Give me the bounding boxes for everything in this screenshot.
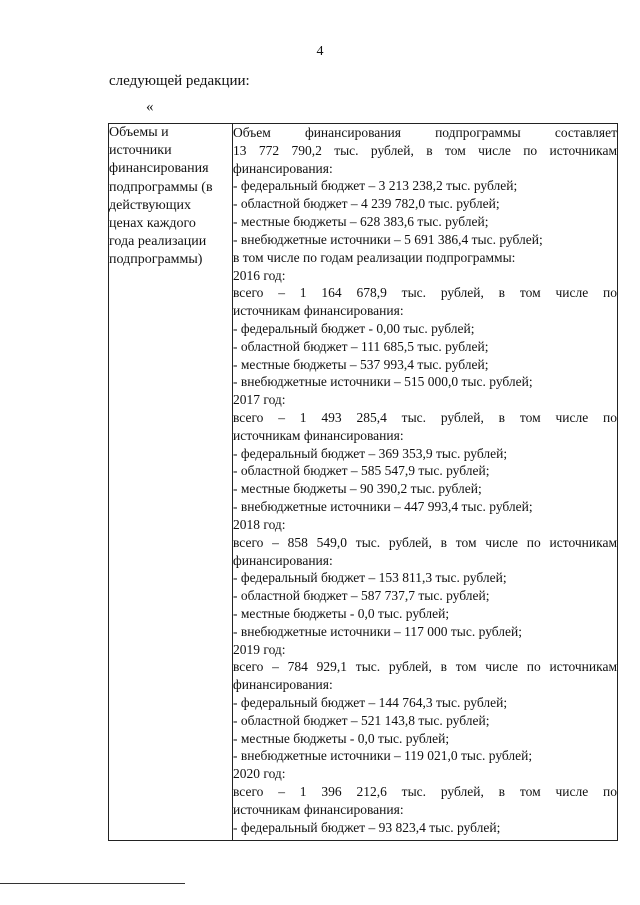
financing-line: - областной бюджет – 521 143,8 тыс. рублей; bbox=[233, 712, 490, 728]
financing-line: - местные бюджеты - 0,0 тыс. рублей; bbox=[233, 605, 450, 621]
financing-line: - внебюджетные источники – 447 993,4 тыс. рублей; bbox=[233, 499, 533, 515]
financing-line: - областной бюджет – 585 547,9 тыс. рублей; bbox=[233, 463, 490, 479]
financing-line: источникам финансирования: bbox=[233, 427, 404, 443]
financing-line: - федеральный бюджет – 153 811,3 тыс. рублей; bbox=[233, 570, 507, 586]
financing-details-cell bbox=[233, 124, 618, 841]
financing-line: - внебюджетные источники – 5 691 386,4 тыс. рублей; bbox=[233, 231, 543, 247]
financing-line: Объем финансирования подпрограммы составляет bbox=[233, 125, 617, 140]
row-header-line: действующих bbox=[109, 197, 192, 213]
financing-line: 13 772 790,2 тыс. рублей, в том числе по источникам bbox=[233, 142, 617, 158]
financing-line: всего – 1 396 212,6 тыс. рублей, в том числе по bbox=[233, 784, 617, 800]
financing-line: - местные бюджеты – 537 993,4 тыс. рублей; bbox=[233, 356, 489, 372]
financing-line: финансирования: bbox=[233, 160, 333, 176]
financing-table bbox=[108, 123, 618, 841]
financing-line: - местные бюджеты - 0,0 тыс. рублей; bbox=[233, 730, 450, 746]
footnote-divider bbox=[0, 883, 185, 884]
financing-line: - федеральный бюджет - 0,00 тыс. рублей; bbox=[233, 320, 475, 336]
financing-line: - областной бюджет – 4 239 782,0 тыс. рублей; bbox=[233, 196, 500, 212]
page-number: 4 bbox=[316, 44, 324, 59]
financing-line: - федеральный бюджет – 3 213 238,2 тыс. рублей; bbox=[233, 178, 518, 194]
financing-line: 2016 год: bbox=[233, 267, 286, 283]
financing-line: финансирования: bbox=[233, 677, 333, 693]
financing-line: - внебюджетные источники – 119 021,0 тыс. рублей; bbox=[233, 748, 533, 764]
financing-line: 2018 год: bbox=[233, 516, 286, 532]
row-header-line: ценах каждого bbox=[109, 216, 196, 232]
row-header-line: подпрограммы) bbox=[109, 252, 203, 268]
financing-line: - местные бюджеты – 628 383,6 тыс. рублей; bbox=[233, 214, 489, 230]
intro-text: следующей редакции: bbox=[109, 73, 250, 89]
row-header-line: финансирования bbox=[109, 161, 209, 177]
financing-line: всего – 1 164 678,9 тыс. рублей, в том числе по bbox=[233, 285, 617, 301]
financing-line: 2020 год: bbox=[233, 766, 286, 782]
financing-line: - областной бюджет – 111 685,5 тыс. рублей; bbox=[233, 338, 489, 354]
financing-line: - федеральный бюджет – 93 823,4 тыс. рублей; bbox=[233, 819, 501, 835]
financing-line: - внебюджетные источники – 117 000 тыс. рублей; bbox=[233, 623, 523, 639]
financing-line: всего – 784 929,1 тыс. рублей, в том числе по источникам bbox=[233, 659, 617, 675]
row-header-line: года реализации bbox=[109, 234, 207, 250]
row-header-line: подпрограммы (в bbox=[109, 179, 213, 195]
financing-line: 2017 год: bbox=[233, 392, 286, 408]
financing-line: источникам финансирования: bbox=[233, 801, 404, 817]
financing-line: всего – 1 493 285,4 тыс. рублей, в том числе по bbox=[233, 410, 617, 425]
cell-bottom-spacer bbox=[233, 837, 617, 840]
financing-line: в том числе по годам реализации подпрограммы: bbox=[233, 249, 516, 265]
financing-line: - федеральный бюджет – 369 353,9 тыс. рублей; bbox=[233, 445, 508, 461]
opening-quote: « bbox=[146, 99, 154, 115]
financing-line: - внебюджетные источники – 515 000,0 тыс. рублей; bbox=[233, 374, 533, 390]
financing-line: всего – 858 549,0 тыс. рублей, в том числе по источникам bbox=[233, 534, 617, 550]
financing-line: - местные бюджеты – 90 390,2 тыс. рублей; bbox=[233, 481, 482, 497]
financing-line: финансирования: bbox=[233, 552, 333, 568]
row-header-line: Объемы и bbox=[109, 125, 169, 140]
financing-line: источникам финансирования: bbox=[233, 303, 404, 319]
financing-line: - областной бюджет – 587 737,7 тыс. рублей; bbox=[233, 588, 490, 604]
table-row bbox=[109, 124, 618, 841]
financing-line: 2019 год: bbox=[233, 641, 286, 657]
row-header-cell bbox=[109, 124, 233, 841]
row-header-line: источники bbox=[109, 143, 172, 159]
financing-line: - федеральный бюджет – 144 764,3 тыс. рублей; bbox=[233, 695, 508, 710]
